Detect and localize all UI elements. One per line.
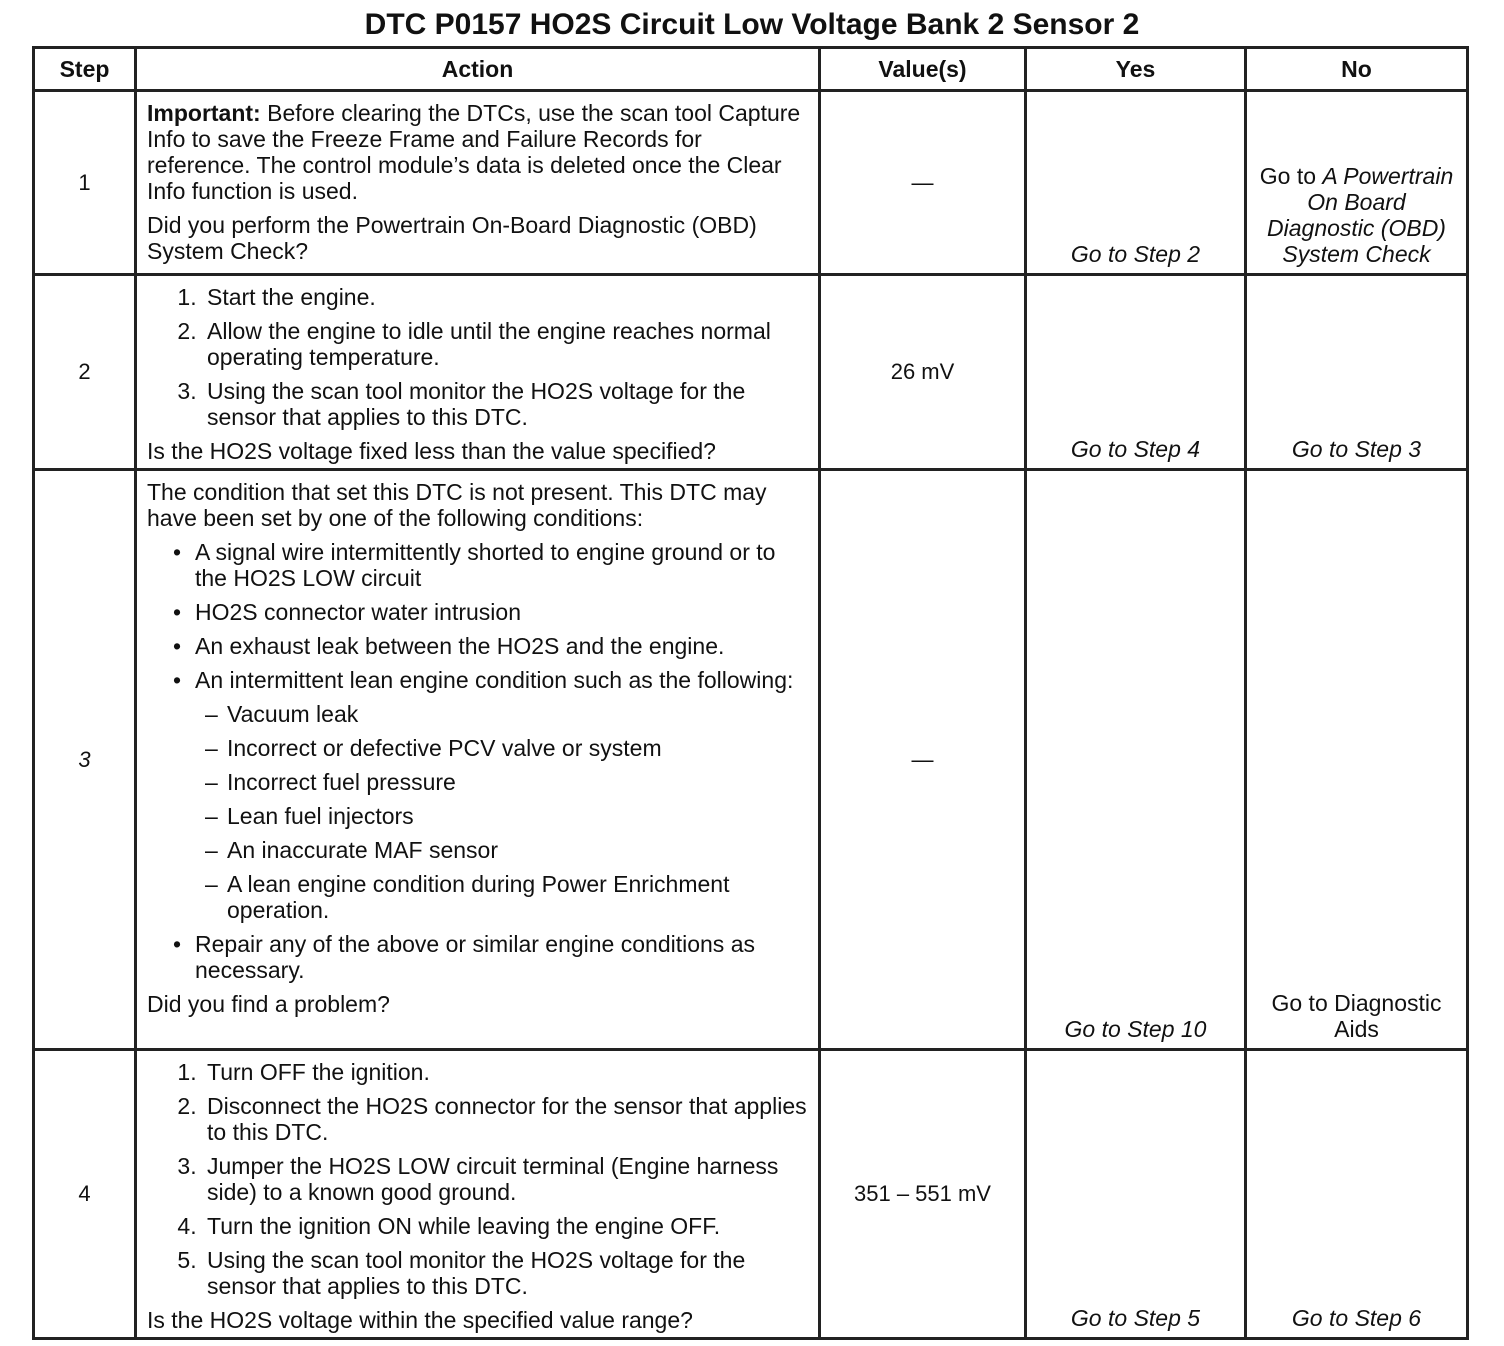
value-cell: 26 mV (820, 275, 1026, 470)
action-intro: The condition that set this DTC is not present. This DTC may have been set by one of the following conditions: (147, 479, 767, 531)
action-question: Is the HO2S voltage within the specified value range? (147, 1307, 693, 1333)
sub-list-item: – An inaccurate MAF sensor (227, 837, 810, 863)
page-title: DTC P0157 HO2S Circuit Low Voltage Bank 2 Sensor 2 (364, 8, 1140, 41)
value-cell: — (820, 91, 1026, 275)
list-item: • An exhaust leak between the HO2S and the engine. (195, 633, 810, 659)
step-number: 1 (34, 91, 136, 275)
step-number: 2 (34, 275, 136, 470)
list-item: • Repair any of the above or similar engine conditions as necessary. (195, 931, 810, 983)
no-link-prefix: Go to (1259, 163, 1323, 189)
no-link[interactable]: Go to Diagnostic Aids (1246, 470, 1468, 1050)
sub-list-item: – Lean fuel injectors (227, 803, 810, 829)
table-row-step-3 (34, 470, 1468, 1050)
list-item: 2. Disconnect the HO2S connector for the sensor that applies to this DTC. (203, 1093, 810, 1145)
action-question: Did you find a problem? (147, 991, 390, 1017)
header-values: Value(s) (820, 48, 1026, 91)
header-no: No (1246, 48, 1468, 91)
list-item: 1. Start the engine. (203, 284, 810, 310)
list-item: 4. Turn the ignition ON while leaving the engine OFF. (203, 1213, 810, 1239)
yes-link[interactable]: Go to Step 10 (1026, 470, 1246, 1050)
header-action: Action (136, 48, 820, 91)
list-item-text: An intermittent lean engine condition such as the following: (195, 667, 794, 693)
table-row-step-4 (34, 1050, 1468, 1339)
no-link[interactable]: Go to Step 3 (1246, 275, 1468, 470)
diagnostic-table (32, 46, 1469, 1340)
value-cell: 351 – 551 mV (820, 1050, 1026, 1339)
sub-list-item: – Incorrect or defective PCV valve or system (227, 735, 810, 761)
list-item: 3. Jumper the HO2S LOW circuit terminal (Engine harness side) to a known good ground. (203, 1153, 810, 1205)
yes-link[interactable]: Go to Step 2 (1026, 91, 1246, 275)
important-note (147, 100, 810, 204)
action-question: Is the HO2S voltage fixed less than the value specified? (147, 438, 716, 464)
list-item: • HO2S connector water intrusion (195, 599, 810, 625)
value-cell: — (820, 470, 1026, 1050)
list-item: 1. Turn OFF the ignition. (203, 1059, 810, 1085)
list-item (195, 667, 810, 923)
header-yes: Yes (1026, 48, 1246, 91)
bullet-list (147, 539, 810, 983)
sub-list-item: – Vacuum leak (227, 701, 810, 727)
yes-link[interactable]: Go to Step 5 (1026, 1050, 1246, 1339)
numbered-list (147, 284, 810, 430)
no-link[interactable]: Go to Step 6 (1246, 1050, 1468, 1339)
header-step: Step (34, 48, 136, 91)
action-cell (136, 470, 820, 1050)
list-item: • A signal wire intermittently shorted to engine ground or to the HO2S LOW circuit (195, 539, 810, 591)
action-cell (136, 1050, 820, 1339)
table-row-step-1 (34, 91, 1468, 275)
important-text: Before clearing the DTCs, use the scan tool Capture Info to save the Freeze Frame and Failure Records for reference. The control module’s data is deleted once the Clear Info function is used. (147, 100, 801, 204)
sub-list-item: – A lean engine condition during Power Enrichment operation. (227, 871, 810, 923)
sub-list (195, 701, 810, 923)
numbered-list (147, 1059, 810, 1299)
list-item: 3. Using the scan tool monitor the HO2S voltage for the sensor that applies to this DTC. (203, 378, 810, 430)
step-number: 4 (34, 1050, 136, 1339)
step-number: 3 (34, 470, 136, 1050)
important-label: Important: (147, 100, 261, 126)
action-cell (136, 275, 820, 470)
header-row (34, 48, 1468, 91)
action-question: Did you perform the Powertrain On-Board Diagnostic (OBD) System Check? (147, 212, 757, 264)
sub-list-item: – Incorrect fuel pressure (227, 769, 810, 795)
yes-link[interactable]: Go to Step 4 (1026, 275, 1246, 470)
action-cell (136, 91, 820, 275)
no-link-target: A Powertrain On Board Diagnostic (OBD) System Check (1267, 163, 1454, 267)
list-item: 2. Allow the engine to idle until the engine reaches normal operating temperature. (203, 318, 810, 370)
no-link[interactable] (1246, 91, 1468, 275)
table-row-step-2 (34, 275, 1468, 470)
list-item: 5. Using the scan tool monitor the HO2S voltage for the sensor that applies to this DTC. (203, 1247, 810, 1299)
